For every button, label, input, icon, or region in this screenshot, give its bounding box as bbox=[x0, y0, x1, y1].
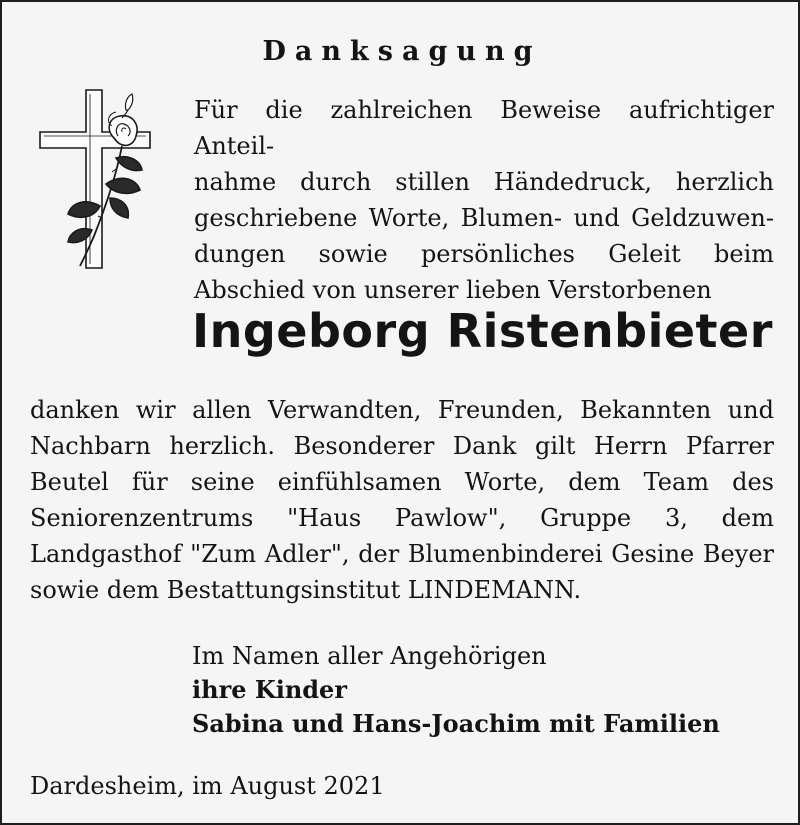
body-line: Landgasthof "Zum Adler", der Blumenbinderei Gesine Beyer bbox=[30, 540, 774, 568]
family-names-line: Sabina und Hans-Joachim mit Familien bbox=[192, 709, 720, 738]
relation-line: ihre Kinder bbox=[192, 675, 347, 704]
thanks-paragraph bbox=[30, 392, 774, 608]
intro-paragraph bbox=[194, 92, 774, 308]
body-line: Beutel für seine einfühlsamen Worte, dem Team des bbox=[30, 468, 774, 496]
deceased-name: Ingeborg Ristenbieter bbox=[192, 304, 773, 358]
on-behalf-line: Im Namen aller Angehörigen bbox=[192, 642, 547, 670]
body-line: sowie dem Bestattungsinstitut LINDEMANN. bbox=[30, 576, 582, 604]
notice-title: Danksagung bbox=[262, 36, 542, 67]
signature-block bbox=[192, 639, 720, 741]
intro-line: nahme durch stillen Händedruck, herzlich bbox=[194, 168, 774, 196]
place-date: Dardesheim, im August 2021 bbox=[30, 772, 385, 800]
intro-line: dungen sowie persönliches Geleit beim bbox=[194, 240, 774, 268]
intro-line: Für die zahlreichen Beweise aufrichtiger Anteil- bbox=[194, 96, 774, 160]
intro-line: Abschied von unserer lieben Verstorbenen bbox=[194, 276, 712, 304]
body-line: Seniorenzentrums "Haus Pawlow", Gruppe 3, dem bbox=[30, 504, 774, 532]
cross-with-rose-icon bbox=[36, 86, 154, 272]
body-line: Nachbarn herzlich. Besonderer Dank gilt Herrn Pfarrer bbox=[30, 432, 774, 460]
intro-line: geschriebene Worte, Blumen- und Geldzuwen- bbox=[194, 204, 774, 232]
body-line: danken wir allen Verwandten, Freunden, Bekannten und bbox=[30, 396, 774, 424]
